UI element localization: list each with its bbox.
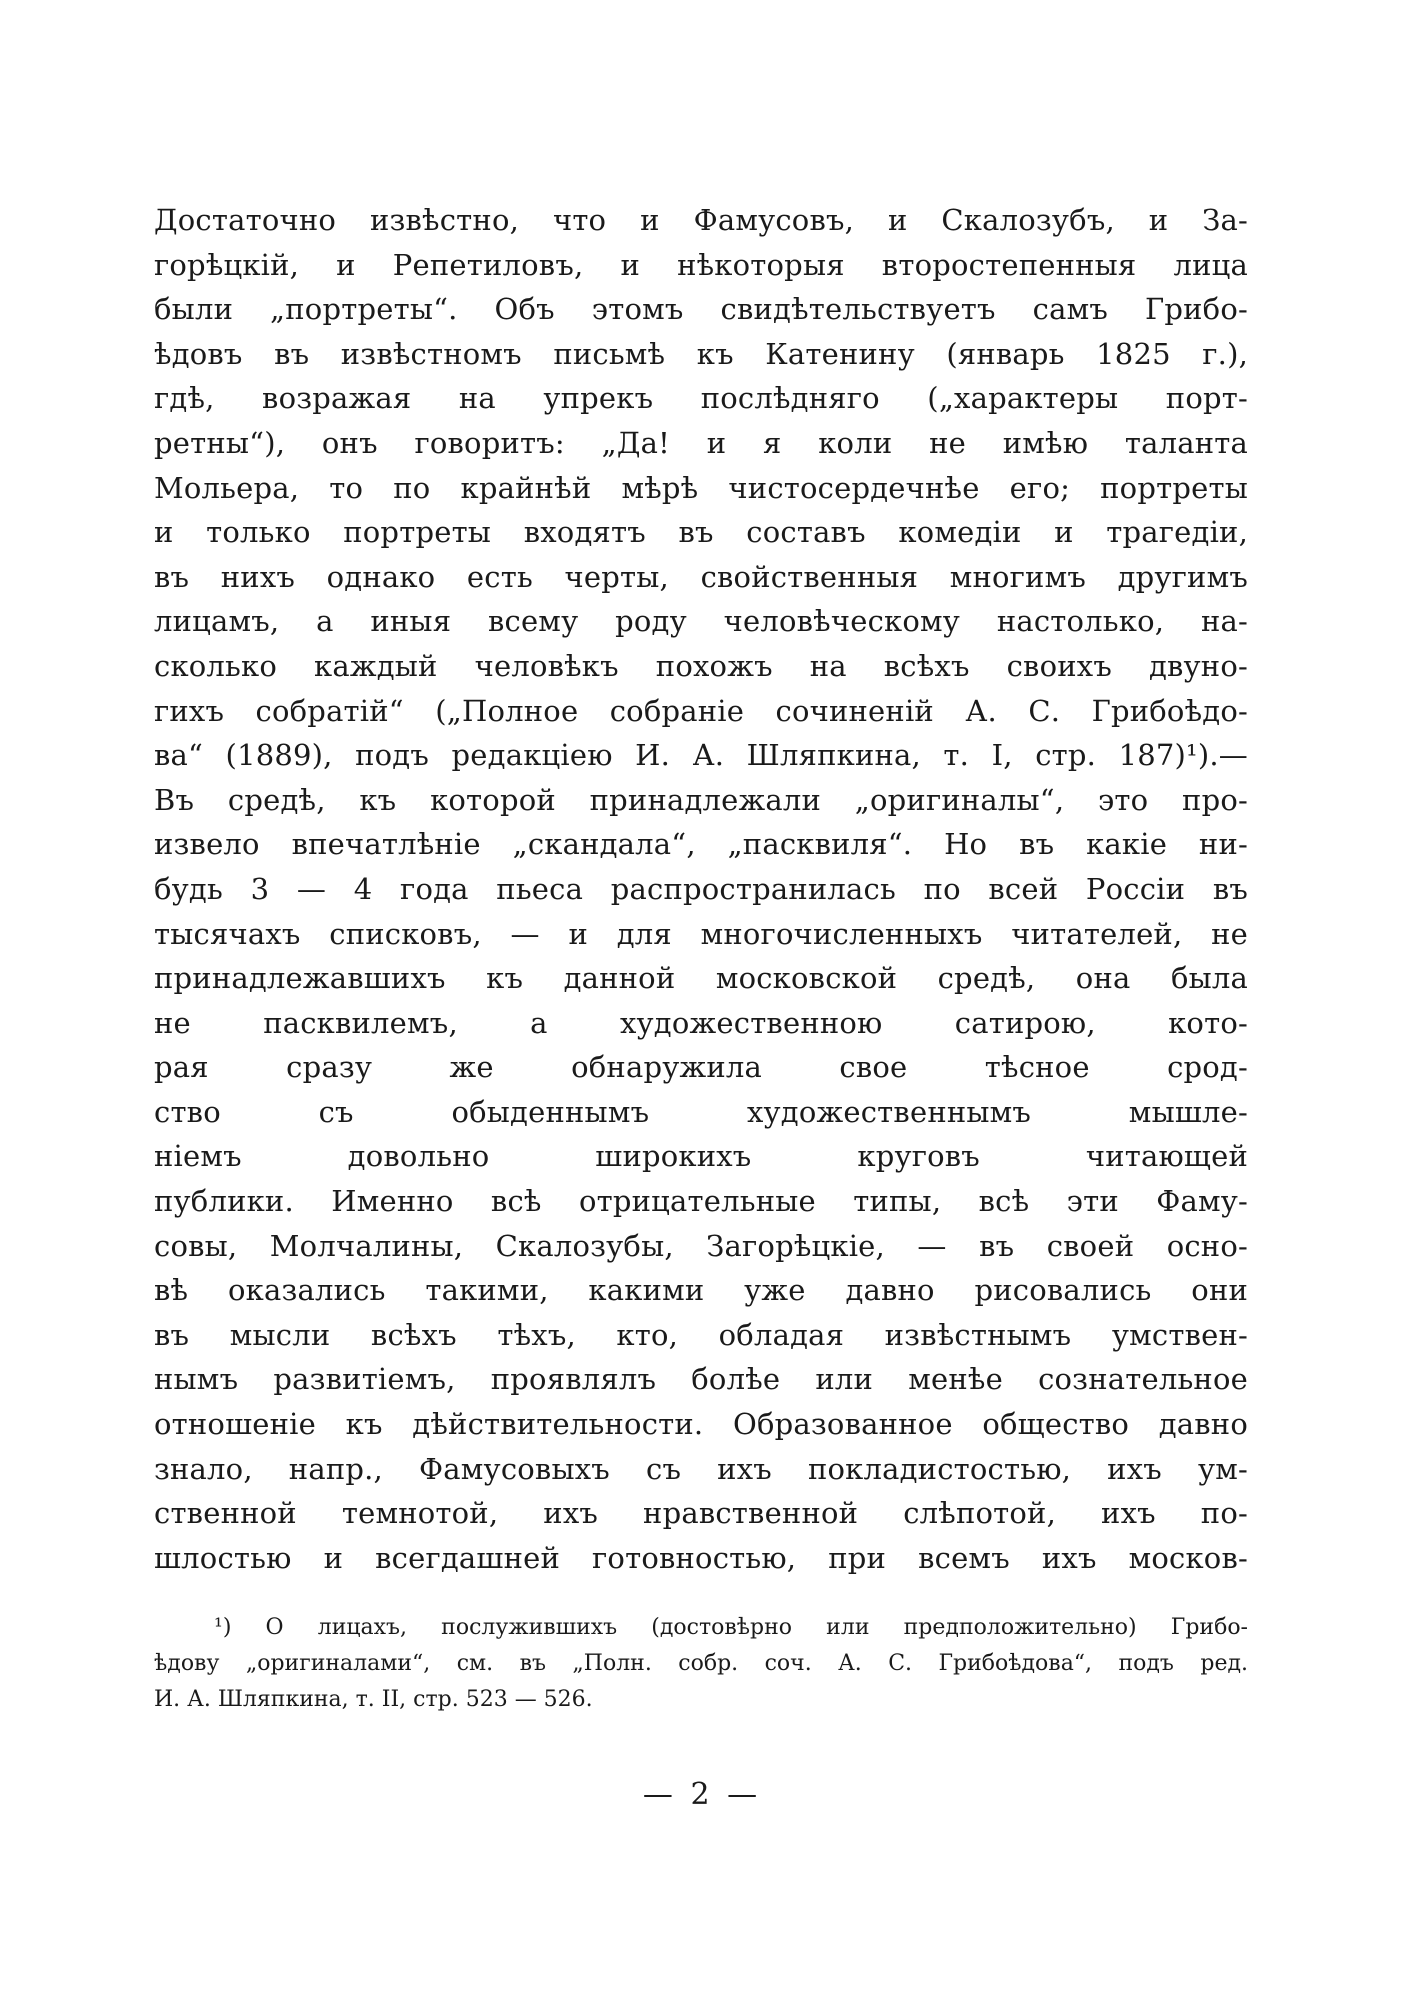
- text-line: шлостью и всегдашней готовностью, при всемъ ихъ москов-: [154, 1540, 1248, 1575]
- footnote-line: ѣдову „оригиналами“, см. въ „Полн. собр. соч. А. С. Грибоѣдова“, подъ ред.: [154, 1651, 1248, 1676]
- text-line: знало, напр., Фамусовыхъ съ ихъ покладистостью, ихъ ум-: [154, 1451, 1248, 1486]
- text-line: не пасквилемъ, а художественною сатирою, кото-: [154, 1005, 1248, 1040]
- footnote: [154, 1610, 1248, 1718]
- text-line: гдѣ, возражая на упрекъ послѣдняго („характеры порт-: [154, 381, 1248, 416]
- text-line: гихъ собратій“ („Полное собраніе сочиненій А. С. Грибоѣдо-: [154, 693, 1248, 728]
- text-line: ретны“), онъ говоритъ: „Да! и я коли не имѣю таланта: [154, 425, 1248, 460]
- text-line: тысячахъ списковъ, — и для многочисленныхъ читателей, не: [154, 916, 1248, 951]
- text-line: ва“ (1889), подъ редакціею И. А. Шляпкина, т. I, стр. 187)¹).—: [154, 738, 1248, 773]
- text-line: извело впечатлѣніе „скандала“, „пасквиля“. Но въ какіе ни-: [154, 827, 1248, 862]
- text-line: Мольера, то по крайнѣй мѣрѣ чистосердечнѣе его; портреты: [154, 470, 1248, 505]
- text-line: будь 3 — 4 года пьеса распространилась по всей Россіи въ: [154, 871, 1248, 906]
- text-line: совы, Молчалины, Скалозубы, Загорѣцкіе, — въ своей осно-: [154, 1228, 1248, 1263]
- text-line: сколько каждый человѣкъ похожъ на всѣхъ своихъ двуно-: [154, 648, 1248, 683]
- text-line: были „портреты“. Объ этомъ свидѣтельствуетъ самъ Грибо-: [154, 292, 1248, 327]
- text-line: Достаточно извѣстно, что и Фамусовъ, и Скалозубъ, и За-: [154, 203, 1248, 237]
- text-line: нымъ развитіемъ, проявлялъ болѣе или менѣе сознательное: [154, 1362, 1248, 1397]
- text-line: принадлежавшихъ къ данной московской средѣ, она была: [154, 961, 1248, 996]
- text-line: ство съ обыденнымъ художественнымъ мышле-: [154, 1094, 1248, 1129]
- text-line: Въ средѣ, къ которой принадлежали „оригиналы“, это про-: [154, 782, 1248, 817]
- text-line: лицамъ, а иныя всему роду человѣческому настолько, на-: [154, 604, 1248, 639]
- text-line: публики. Именно всѣ отрицательные типы, всѣ эти Фаму-: [154, 1184, 1248, 1219]
- footnote-line: И. А. Шляпкина, т. II, стр. 523 — 526.: [154, 1687, 593, 1712]
- text-line: рая сразу же обнаружила свое тѣсное срод-: [154, 1050, 1248, 1085]
- text-line: вѣ оказались такими, какими уже давно рисовались они: [154, 1273, 1248, 1308]
- text-line: горѣцкій, и Репетиловъ, и нѣкоторыя второстепенныя лица: [154, 247, 1248, 282]
- footnote-line: ¹) О лицахъ, послужившихъ (достовѣрно или предположительно) Грибо-: [214, 1615, 1248, 1640]
- text-line: въ нихъ однако есть черты, свойственныя многимъ другимъ: [154, 559, 1248, 594]
- text-line: ніемъ довольно широкихъ круговъ читающей: [154, 1139, 1248, 1174]
- page-number: — 2 —: [642, 1777, 762, 1812]
- text-line: ственной темнотой, ихъ нравственной слѣпотой, ихъ по-: [154, 1496, 1248, 1531]
- text-line: отношеніе къ дѣйствительности. Образованное общество давно: [154, 1407, 1248, 1442]
- text-line: и только портреты входятъ въ составъ комедіи и трагедіи,: [154, 515, 1248, 550]
- text-line: въ мысли всѣхъ тѣхъ, кто, обладая извѣстнымъ умствен-: [154, 1317, 1248, 1352]
- footnote-separator: [154, 1567, 1248, 1568]
- body-text: [154, 198, 1248, 1580]
- text-line: ѣдовъ въ извѣстномъ письмѣ къ Катенину (январь 1825 г.),: [154, 336, 1248, 371]
